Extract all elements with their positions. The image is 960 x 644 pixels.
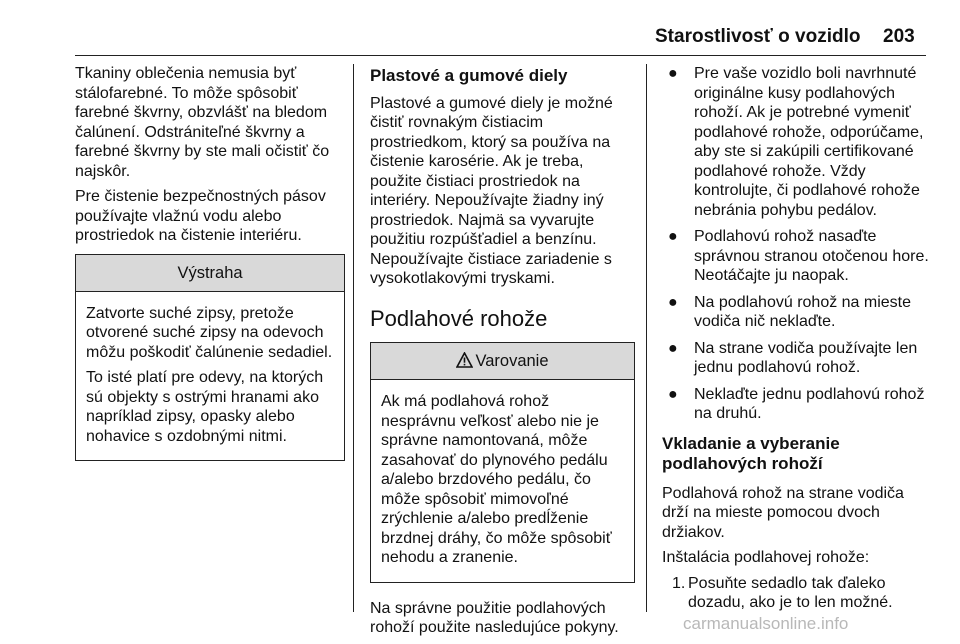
caution-box (75, 254, 345, 462)
list-item: 1. Posuňte sedadlo tak ďaleko dozadu, ako je to len možné. (672, 574, 893, 611)
bullet-icon: ● (668, 65, 678, 82)
column-3 (662, 64, 930, 613)
caution-text-2: To isté platí pre odevy, na ktorých sú objekty s ostrými hranami ako napríklad zipsy, opasky alebo nohavice s ozdobnými nitmi. (86, 369, 324, 445)
column-2 (370, 64, 635, 644)
floor-mat-rules-list (662, 64, 930, 424)
warning-triangle-icon (456, 345, 473, 381)
holders-text: Podlahová rohož na strane vodiča drží na mieste pomocou dvoch držiakov. (662, 484, 904, 541)
list-item: ● Na podlahovú rohož na mieste vodiča nič neklaďte. (668, 293, 912, 330)
page-number: 203 (883, 26, 915, 47)
warning-body (371, 380, 634, 582)
warning-text: Ak má podlahová rohož nesprávnu veľkosť alebo nie je správne namontovaná, môže zasahovať do plynového pedálu a/alebo brzdového pedálu, čo môže spôsobiť mimovoľné zrýchlenie a/alebo predĺženie brzdnej dráhy, čo môže spôsobiť nehodu a zranenie. (381, 393, 612, 566)
column-divider-1 (353, 64, 354, 612)
plastic-parts-heading: Plastové a gumové diely (370, 66, 568, 85)
column-divider-2 (646, 64, 647, 612)
bullet-icon: ● (668, 339, 678, 357)
insert-remove-heading: Vkladanie a vyberanie podlahových rohoží (662, 433, 840, 473)
bullet-icon: ● (668, 293, 678, 311)
caution-text-1: Zatvorte suché zipsy, pretože otvorené suché zipsy na odevoch môžu poškodiť čalúnenie sedadiel. (86, 304, 333, 361)
warning-header (371, 343, 634, 380)
list-item: ● Neklaďte jednu podlahovú rohož na druhú. (668, 385, 925, 422)
step-number: 1. (672, 574, 686, 592)
floor-mats-instructions: Na správne použitie podlahových rohoží použite nasledujúce pokyny. (370, 599, 619, 636)
list-item: ● Na strane vodiča používajte len jednu podlahovú rohož. (668, 339, 918, 376)
caution-body (76, 292, 344, 461)
list-item: ● Pre vaše vozidlo boli navrhnuté originálne kusy podlahových rohoží. Ak je potrebné vymeniť podlahové rohože, odporúčame, aby ste si zakúpili certifikované podlahové rohože. Vždy kontrolujte, či podlahové rohože nebránia pohybu pedálov. (668, 65, 924, 219)
installation-steps (662, 574, 930, 613)
caution-title: Výstraha (76, 255, 344, 292)
paragraph-seatbelts: Pre čistenie bezpečnostných pásov používajte vlažnú vodu alebo prostriedok na čistenie interiéru. (75, 188, 326, 244)
warning-box (370, 342, 635, 583)
column-1 (75, 64, 345, 461)
list-item: ● Podlahovú rohož nasaďte správnou stranou otočenou hore. Neotáčajte ju naopak. (668, 228, 929, 284)
floor-mats-heading: Podlahové rohože (370, 305, 548, 331)
installation-label: Inštalácia podlahovej rohože: (662, 549, 870, 566)
page-title: Starostlivosť o vozidlo (655, 26, 861, 47)
page-header (0, 26, 960, 56)
header-divider (75, 55, 926, 56)
bullet-icon: ● (668, 228, 678, 245)
warning-title: Varovanie (475, 352, 549, 370)
watermark: carmanualsonline.info (683, 614, 849, 633)
bullet-icon: ● (668, 385, 678, 403)
paragraph-fabrics: Tkaniny oblečenia nemusia byť stálofarebné. To môže spôsobiť farebné škvrny, obzvlášť na bledom čalúnení. Odstrániteľné škvrny a farebné škvrny by ste mali očistiť čo najskôr. (75, 65, 330, 180)
plastic-parts-text: Plastové a gumové diely je možné čistiť rovnakým čistiacim prostriedkom, ktorý sa používa na čistenie karosérie. Ak je treba, použite čistiaci prostriedok na interiéry. Nepoužívajte žiadny iný prostriedok. Najmä sa vyvarujte použitiu rozpúšťadiel a benzínu. Nepoužívajte čistiace zariadenie s vysokotlakovými tryskami. (370, 94, 613, 287)
